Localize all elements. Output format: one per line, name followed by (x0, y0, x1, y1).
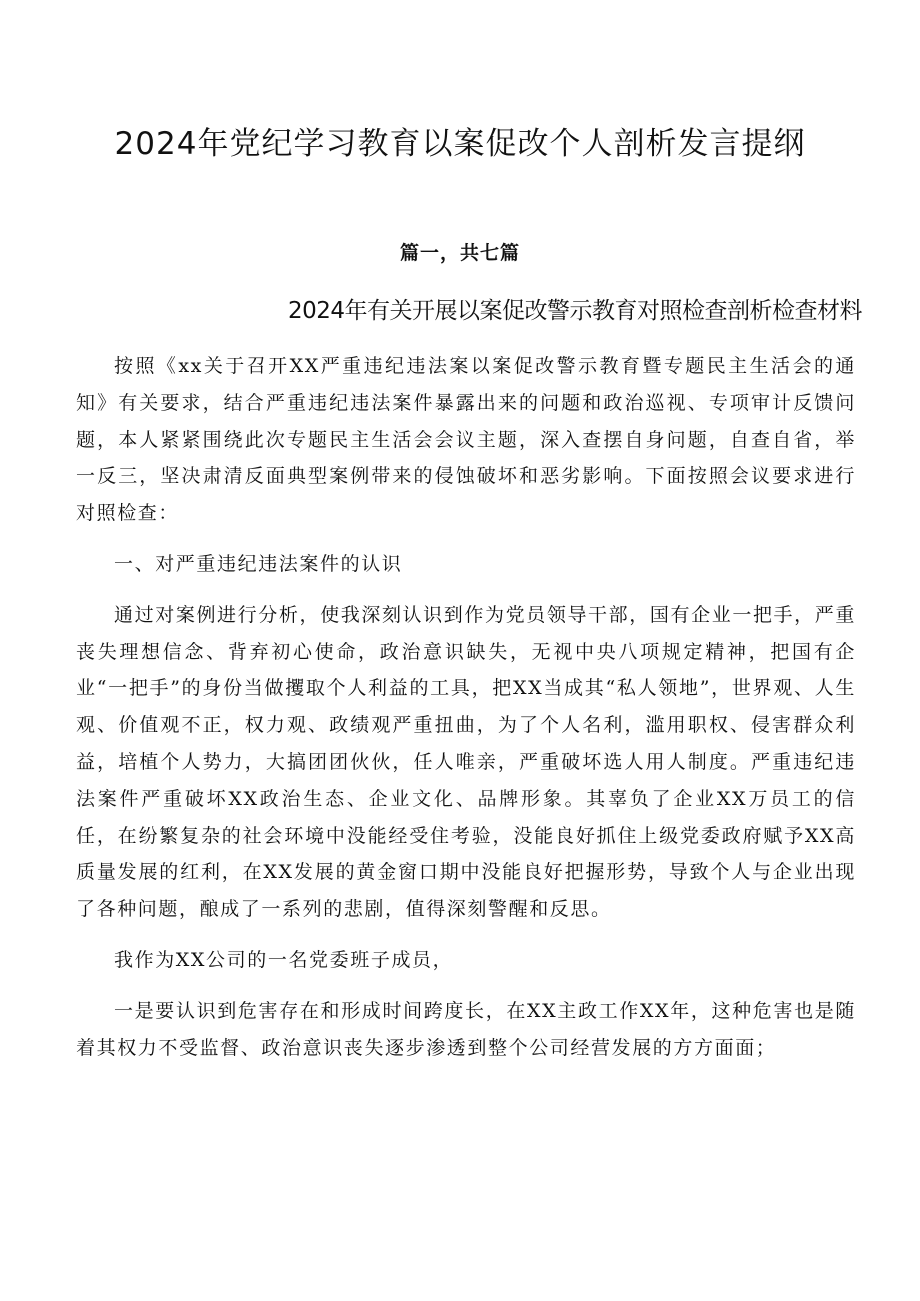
paragraph-analysis: 通过对案例进行分析，使我深刻认识到作为党员领导干部，国有企业一把手，严重丧失理想信念、背弃初心使命，政治意识缺失，无视中央八项规定精神，把国有企业“一把手”的身份当做攫取个人利益的工具，把XX当成其“私人领地”，世界观、人生观、价值观不正，权力观、政绩观严重扭曲，为了个人名利，滥用职权、侵害群众利益，培植个人势力，大搞团团伙伙，任人唯亲，严重破坏选人用人制度。严重违纪违法案件严重破坏XX政治生态、企业文化、品牌形象。其辜负了企业XX万员工的信任，在纷繁复杂的社会环境中没能经受住考验，没能良好抓住上级党委政府赋予XX高质量发展的红利，在XX发展的黄金窗口期中没能良好把握形势，导致个人与企业出现了各种问题，酿成了一系列的悲剧，值得深刻警醒和反思。 (76, 603, 856, 921)
document-body (76, 348, 856, 1066)
paragraph-point-one: 一是要认识到危害存在和形成时间跨度长，在XX主政工作XX年，这种危害也是随着其权力不受监督、政治意识丧失逐步渗透到整个公司经营发展的方方面面； (76, 999, 856, 1059)
document-title: 2024年党纪学习教育以案促改个人剖析发言提纲 (114, 126, 806, 162)
paragraph-intro: 按照《xx关于召开XX严重违纪违法案以案促改警示教育暨专题民主生活会的通知》有关要求，结合严重违纪违法案件暴露出来的问题和政治巡视、专项审计反馈问题，本人紧紧围绕此次专题民主生活会会议主题，深入查摆自身问题，自查自省，举一反三，坚决肃清反面典型案例带来的侵蚀破坏和恶劣影响。下面按照会议要求进行对照检查： (76, 355, 856, 525)
paragraph-role: 我作为XX公司的一名党委班子成员， (114, 948, 454, 971)
section-label: 篇一，共七篇 (399, 242, 520, 264)
article-subtitle: 2024年有关开展以案促改警示教育对照检查剖析检查材料 (287, 298, 862, 324)
section-heading: 一、对严重违纪违法案件的认识 (114, 552, 403, 575)
